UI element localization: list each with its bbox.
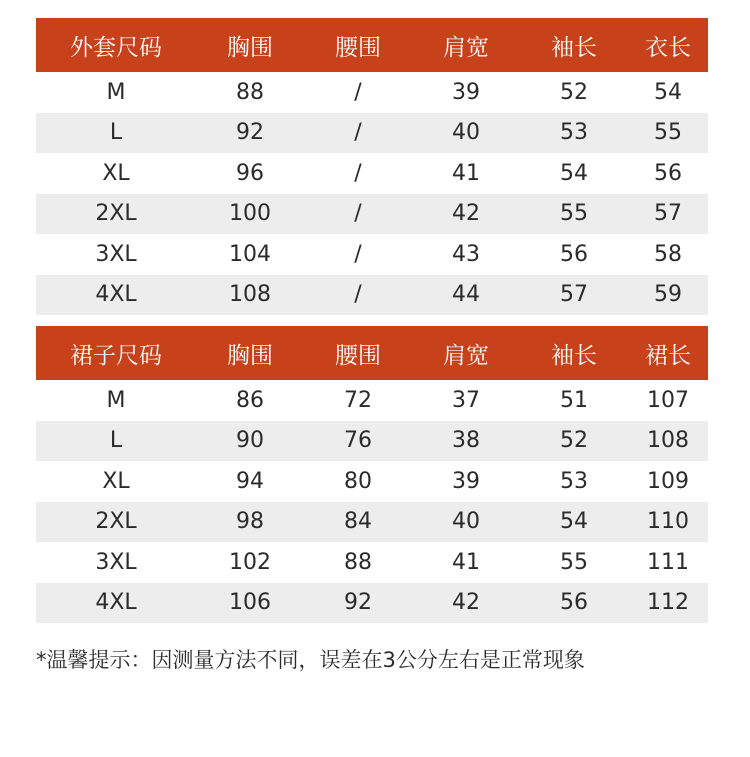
cell-waist: / — [304, 113, 412, 154]
table-row — [36, 234, 708, 275]
cell-shoulder: 40 — [412, 502, 520, 543]
table-header-row — [36, 18, 708, 72]
table-row — [36, 461, 708, 502]
header-sleeve: 袖长 — [520, 18, 628, 72]
cell-waist: 92 — [304, 583, 412, 624]
cell-length: 59 — [628, 275, 708, 316]
cell-size: 2XL — [36, 194, 196, 235]
cell-length: 56 — [628, 153, 708, 194]
table-row — [36, 542, 708, 583]
cell-chest: 98 — [196, 502, 304, 543]
cell-size: XL — [36, 153, 196, 194]
cell-sleeve: 52 — [520, 72, 628, 113]
cell-chest: 86 — [196, 380, 304, 421]
cell-length: 57 — [628, 194, 708, 235]
header-size: 外套尺码 — [36, 18, 196, 72]
header-length: 衣长 — [628, 18, 708, 72]
cell-chest: 106 — [196, 583, 304, 624]
table-row — [36, 72, 708, 113]
header-shoulder: 肩宽 — [412, 326, 520, 380]
cell-size: M — [36, 72, 196, 113]
cell-waist: 76 — [304, 421, 412, 462]
cell-size: 3XL — [36, 234, 196, 275]
table-row — [36, 113, 708, 154]
cell-chest: 94 — [196, 461, 304, 502]
cell-sleeve: 52 — [520, 421, 628, 462]
cell-chest: 108 — [196, 275, 304, 316]
cell-size: 4XL — [36, 583, 196, 624]
cell-shoulder: 43 — [412, 234, 520, 275]
table-row — [36, 275, 708, 316]
measurement-note: *温馨提示：因测量方法不同，误差在3公分左右是正常现象 — [36, 648, 585, 672]
cell-waist: / — [304, 72, 412, 113]
header-skirt-length: 裙长 — [628, 326, 708, 380]
cell-size: 2XL — [36, 502, 196, 543]
table-row — [36, 194, 708, 235]
cell-size: XL — [36, 461, 196, 502]
cell-length: 55 — [628, 113, 708, 154]
cell-shoulder: 41 — [412, 153, 520, 194]
cell-size: 3XL — [36, 542, 196, 583]
cell-chest: 104 — [196, 234, 304, 275]
cell-skirt-length: 107 — [628, 380, 708, 421]
cell-shoulder: 41 — [412, 542, 520, 583]
cell-chest: 102 — [196, 542, 304, 583]
cell-sleeve: 53 — [520, 113, 628, 154]
cell-waist: 80 — [304, 461, 412, 502]
cell-skirt-length: 109 — [628, 461, 708, 502]
header-shoulder: 肩宽 — [412, 18, 520, 72]
table-row — [36, 153, 708, 194]
cell-size: L — [36, 421, 196, 462]
cell-length: 54 — [628, 72, 708, 113]
header-chest: 胸围 — [196, 18, 304, 72]
cell-chest: 92 — [196, 113, 304, 154]
cell-waist: 88 — [304, 542, 412, 583]
header-sleeve: 袖长 — [520, 326, 628, 380]
cell-waist: / — [304, 194, 412, 235]
cell-waist: / — [304, 275, 412, 316]
cell-size: L — [36, 113, 196, 154]
cell-sleeve: 57 — [520, 275, 628, 316]
table-row — [36, 583, 708, 624]
table-row — [36, 380, 708, 421]
cell-shoulder: 42 — [412, 194, 520, 235]
cell-shoulder: 39 — [412, 461, 520, 502]
cell-chest: 88 — [196, 72, 304, 113]
header-size: 裙子尺码 — [36, 326, 196, 380]
cell-sleeve: 55 — [520, 542, 628, 583]
cell-sleeve: 54 — [520, 153, 628, 194]
cell-size: 4XL — [36, 275, 196, 316]
cell-shoulder: 42 — [412, 583, 520, 624]
cell-length: 58 — [628, 234, 708, 275]
jacket-size-table — [36, 18, 708, 315]
cell-skirt-length: 110 — [628, 502, 708, 543]
cell-shoulder: 40 — [412, 113, 520, 154]
header-chest: 胸围 — [196, 326, 304, 380]
cell-sleeve: 51 — [520, 380, 628, 421]
cell-sleeve: 56 — [520, 583, 628, 624]
table-row — [36, 421, 708, 462]
cell-sleeve: 55 — [520, 194, 628, 235]
cell-size: M — [36, 380, 196, 421]
cell-waist: 84 — [304, 502, 412, 543]
cell-chest: 90 — [196, 421, 304, 462]
table-row — [36, 502, 708, 543]
header-waist: 腰围 — [304, 18, 412, 72]
cell-shoulder: 44 — [412, 275, 520, 316]
skirt-size-table — [36, 326, 708, 623]
cell-chest: 100 — [196, 194, 304, 235]
cell-skirt-length: 112 — [628, 583, 708, 624]
cell-sleeve: 53 — [520, 461, 628, 502]
header-waist: 腰围 — [304, 326, 412, 380]
cell-skirt-length: 111 — [628, 542, 708, 583]
cell-shoulder: 39 — [412, 72, 520, 113]
cell-waist: / — [304, 153, 412, 194]
table-header-row — [36, 326, 708, 380]
cell-chest: 96 — [196, 153, 304, 194]
cell-waist: 72 — [304, 380, 412, 421]
cell-shoulder: 37 — [412, 380, 520, 421]
cell-sleeve: 54 — [520, 502, 628, 543]
cell-waist: / — [304, 234, 412, 275]
cell-shoulder: 38 — [412, 421, 520, 462]
cell-skirt-length: 108 — [628, 421, 708, 462]
cell-sleeve: 56 — [520, 234, 628, 275]
